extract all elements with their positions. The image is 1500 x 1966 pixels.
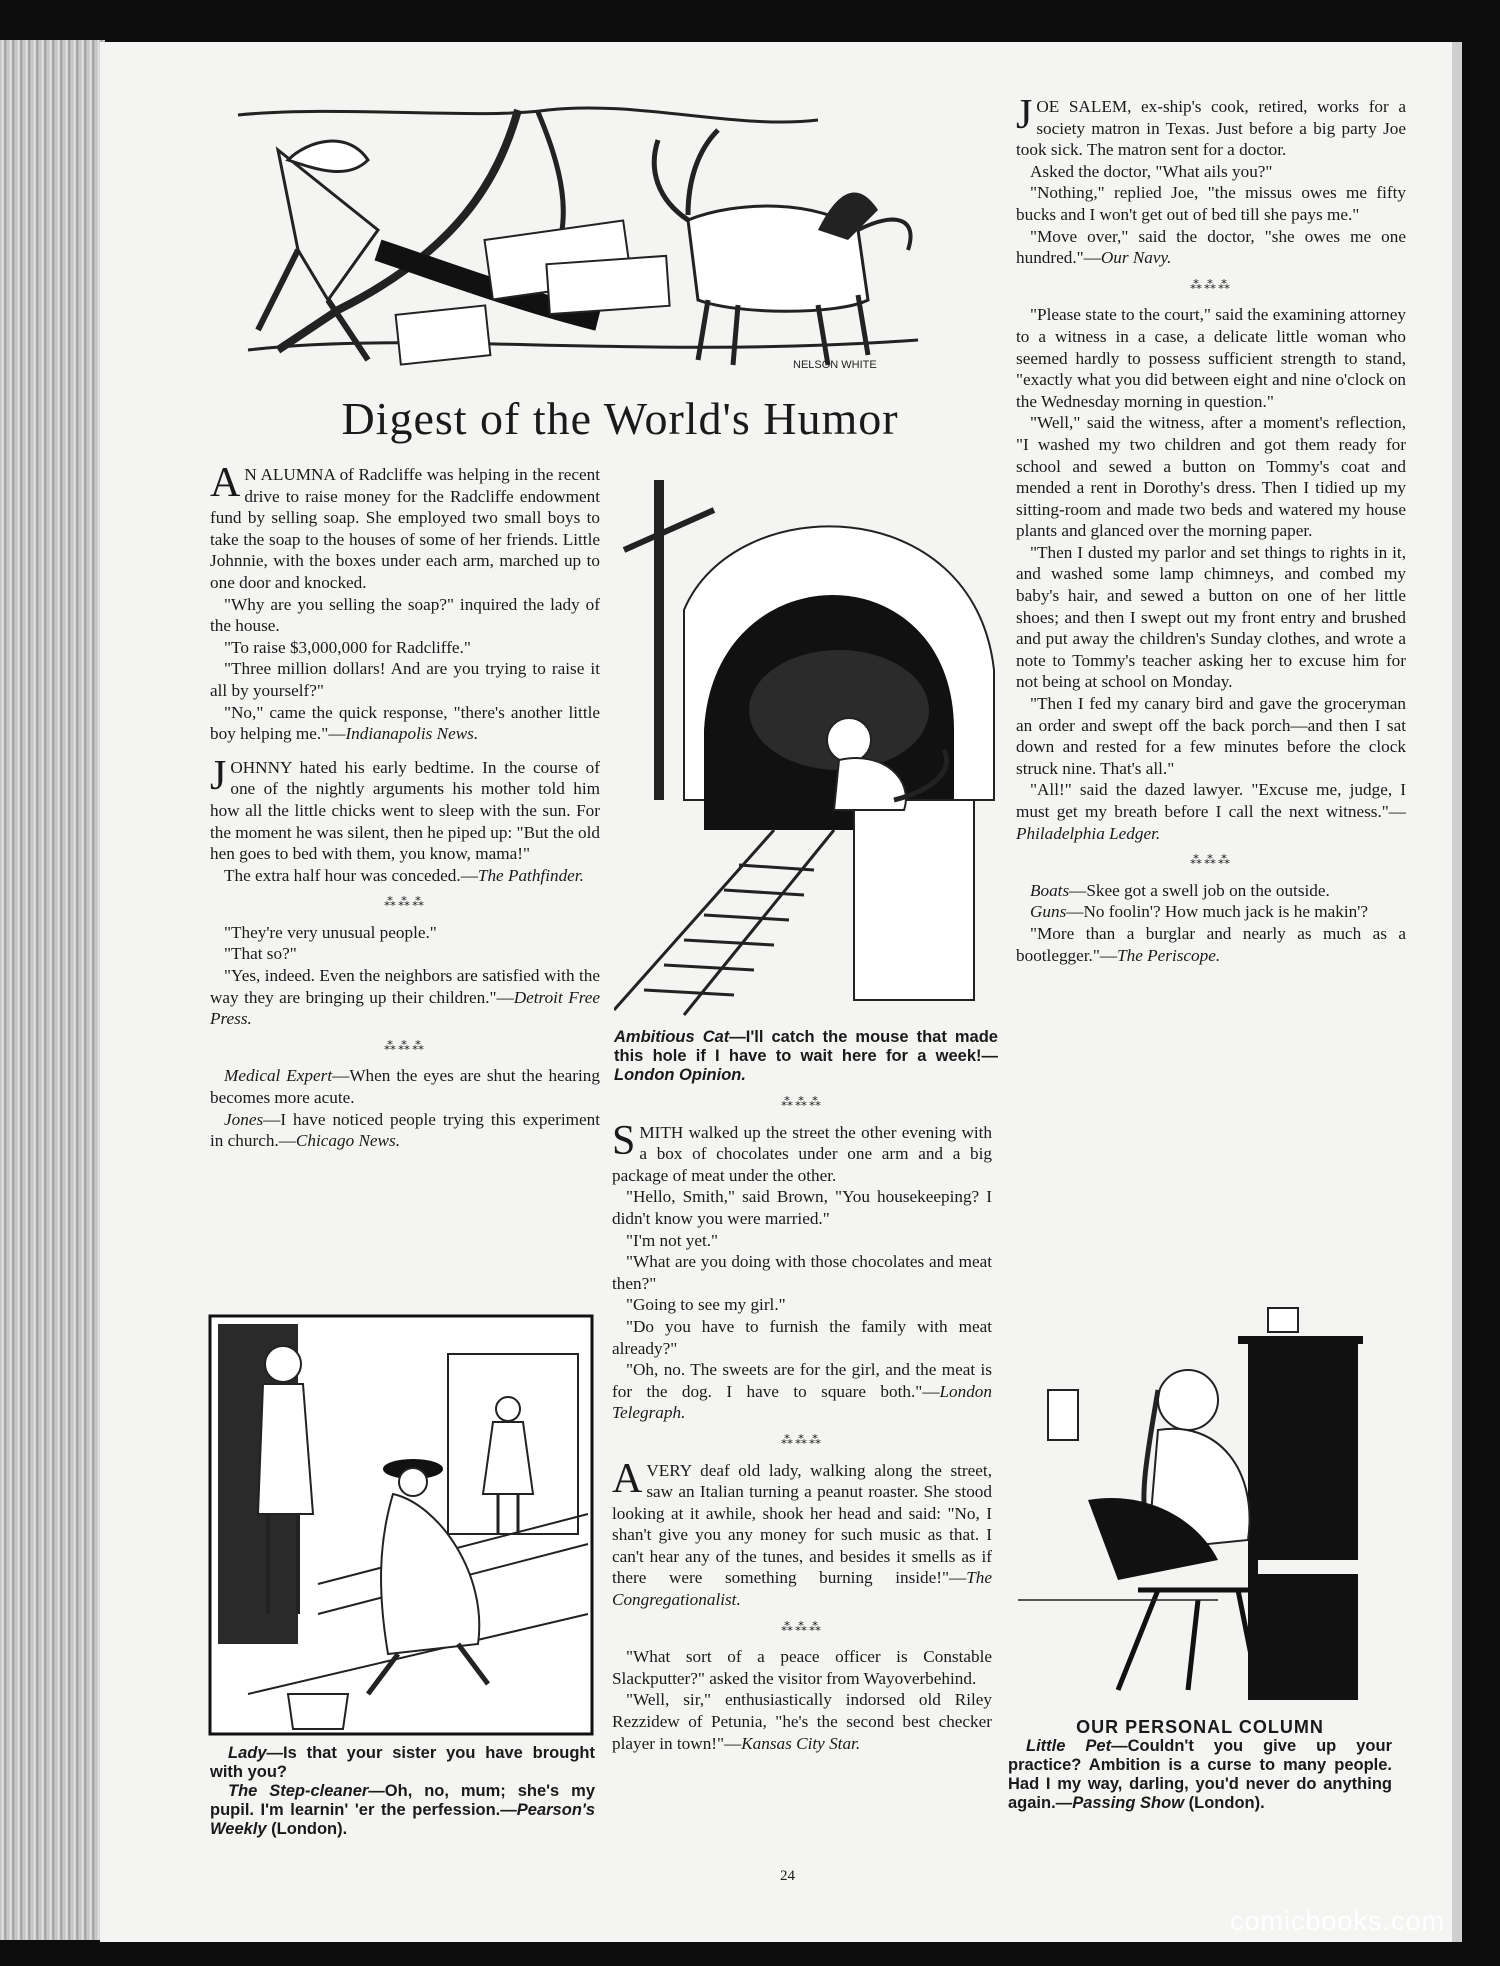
header-illustration [218, 100, 1004, 390]
piano-illustration [1018, 1300, 1378, 1710]
drop-cap: A [612, 1455, 643, 1502]
court-story: "Please state to the court," said the examining attorney to a witness in a case, a delicate little woman who seemed hardly to possess sufficient strength to stand, "exactly what you did between eight and nine o'clock on the Wednesday morning in question." [1016, 305, 1406, 411]
source-credit: The Congregationalist. [612, 1568, 992, 1610]
separator: ⁂⁂⁂ [1190, 853, 1232, 868]
page-edge [1452, 42, 1462, 1942]
salem-story: JOE SALEM, ex-ship's cook, retired, works for a society matron in Texas. Just before a big party Joe took sick. The matron sent for a doctor. [1016, 92, 1406, 160]
step-cleaner-illustration [208, 1314, 594, 1736]
drop-cap: S [612, 1117, 636, 1164]
column-1: A N ALUMNA of Radcliffe was helping in the recent drive to raise money for the Radcliffe endowment fund by selling soap. She employed two small boys to take the soap to the houses of some of her friends. Little Johnnie, with the boxes under each arm, marched up to one door and knocked. "Why are you selling the soap?" inquired the lady of the house. "To raise $3,000,000 for Radcliffe." "Three million dollars! And are you trying to raise it all by yourself?" "No," came the quick response, "there's another little boy helping me."—Indianapolis News. JOHNNY hated his early bedtime. In the course of one of the nightly arguments his mother told him how all the little chicks went to sleep with the sun. For the moment he was silent, then he piped up: "But the old hen goes to bed with them, you know, mama!" The extra half hour was conceded.—The Pathfinder. ⁂⁂⁂ "They're very unusual people." "That so?" "Yes, indeed. Even the neighbors are satisfied with the way they are bringing up their children."—Detroit Free Press. ⁂⁂⁂ Medical Expert—When the eyes are shut the hearing becomes more acute. Jones—I have noticed people trying this experiment in church.—Chicago News. [210, 460, 600, 1151]
johnny-story: JOHNNY hated his early bedtime. In the course of one of the nightly arguments his mother told him how all the little chicks went to sleep with the sun. For the moment he was silent, then he piped up: "But the old hen goes to bed with them, you know, mama!" [210, 752, 600, 864]
officer-story: "What sort of a peace officer is Constable Slackputter?" asked the visitor from Wayoverbehind. [612, 1647, 992, 1688]
drop-cap: J [210, 752, 227, 799]
column-2: ⁂⁂⁂ SMITH walked up the street the other evening with a box of chocolates under one arm and a big package of meat under the other. "Hello, Smith," said Brown, "You housekeeping? I didn't know you were married." "I'm not yet." "What are you doing with those chocolates and meat then?" "Going to see my girl." "Do you have to furnish the family with meat already?" "Oh, no. The sweets are for the girl, and the meat is for the dog. I have to square both."—London Telegraph. ⁂⁂⁂ A VERY deaf old lady, walking along the street, saw an Italian turning a peanut roaster. She stood looking at it awhile, shook her head and said: "No, I shan't give you any money for such music as that. I can't hear any of the tunes, and besides it smells as if there were something burning inside!"—The Congregationalist. ⁂⁂⁂ "What sort of a peace officer is Constable Slackputter?" asked the visitor from Wayoverbehind. "Well, sir," enthusiastically indorsed old Riley Rezzidew of Petunia, "he's the second best checker player in town!"—Kansas City Star. [612, 1092, 992, 1754]
step-cleaner-caption: Lady—Is that your sister you have brought with you? The Step-cleaner—Oh, no, mum; she's my pupil. I'm learnin' 'er the perfession.—Pearson's Weekly (London). [210, 1744, 595, 1838]
page-title: Digest of the World's Humor [341, 393, 899, 444]
source-credit: London Telegraph. [612, 1381, 992, 1423]
source-credit: Detroit Free Press. [210, 987, 600, 1029]
artist-signature: NELSON WHITE [793, 359, 877, 371]
source-credit: Philadelphia Ledger. [1016, 823, 1161, 843]
personal-column: OUR PERSONAL COLUMN Little Pet—Couldn't you give up your practice? Ambition is a curse to many people. Had I my way, darling, you'd never do anything again.—Passing Show (London). [1008, 1717, 1392, 1812]
drop-cap: A [210, 460, 241, 506]
drop-cap: J [1016, 92, 1033, 138]
unusual-story: "They're very unusual people." [224, 922, 437, 942]
separator: ⁂⁂⁂ [1190, 277, 1232, 292]
deaf-lady-story: A VERY deaf old lady, walking along the street, saw an Italian turning a peanut roaster. She stood looking at it awhile, shook her head and said: "No, I shan't give you any money for such music as that. I can't hear any of the tunes, and besides it smells as if there were something burning inside!"—The Congregationalist. [612, 1455, 992, 1610]
personal-column-heading: OUR PERSONAL COLUMN [1076, 1717, 1324, 1737]
cat-caption: Ambitious Cat—I'll catch the mouse that made this hole if I have to wait here for a week!—London Opinion. [614, 1028, 998, 1084]
source-credit: Indianapolis News. [345, 724, 479, 744]
alumna-story: A N ALUMNA of Radcliffe was helping in the recent drive to raise money for the Radcliffe endowment fund by selling soap. She employed two small boys to take the soap to the houses of some of her friends. Little Johnnie, with the boxes under each arm, marched up to one door and knocked. [210, 460, 600, 592]
smith-story: SMITH walked up the street the other evening with a box of chocolates under one arm and a big package of meat under the other. [612, 1117, 992, 1185]
page-number: 24 [780, 1868, 795, 1884]
source-credit: Our Navy. [1100, 248, 1172, 268]
medical-story: Medical Expert—When the eyes are shut the hearing becomes more acute. [210, 1066, 600, 1108]
boats-story: Boats—Skee got a swell job on the outside. [1030, 880, 1330, 900]
column-3: JOE SALEM, ex-ship's cook, retired, works for a society matron in Texas. Just before a big party Joe took sick. The matron sent for a doctor. Asked the doctor, "What ails you?" "Nothing," replied Joe, "the missus owes me fifty bucks and I won't get out of bed till she pays me." "Move over," said the doctor, "she owes me one hundred."—Our Navy. ⁂⁂⁂ "Please state to the court," said the examining attorney to a witness in a case, a delicate little woman who seemed hardly to possess sufficient strength to stand, "exactly what you did between eight and nine o'clock on the Wednesday morning in question." "Well," said the witness, after a moment's reflection, "I washed my two children and got them ready for school and sewed a button on Tommy's coat and mended a rent in Dorothy's dress. Then I tidied up my sitting-room and made two beds and watered my house plants and glanced over the morning paper. "Then I dusted my parlor and set things to rights in it, and washed some lamp chimneys, and combed my baby's hair, and sewed a button on one of her little shoes; and then I swept out my front entry and brushed and put away the children's Sunday clothes, and wrote a note to Tommy's teacher asking her to excuse him for not being at school on Monday. "Then I fed my canary bird and gave the groceryman an order and swept off the back porch—and then I sat down and rested for a few minutes before the clock struck nine. That's all." "All!" said the dazed lawyer. "Excuse me, judge, I must get my breath before I call the next witness."—Philadelphia Ledger. ⁂⁂⁂ Boats—Skee got a swell job on the outside. Guns—No foolin'? How much jack is he makin'? "More than a burglar and nearly as much as a bootlegger."—The Periscope. [1016, 92, 1406, 965]
separator: ⁂⁂⁂ [384, 1038, 426, 1053]
separator: ⁂⁂⁂ [781, 1432, 823, 1447]
watermark: comicbooks.com [1230, 1906, 1446, 1936]
separator: ⁂⁂⁂ [384, 895, 426, 910]
separator: ⁂⁂⁂ [781, 1095, 823, 1109]
source-credit: Kansas City Star. [741, 1733, 861, 1753]
separator: ⁂⁂⁂ [781, 1619, 823, 1634]
cat-tunnel-illustration [614, 470, 998, 1020]
source-credit: The Pathfinder. [477, 865, 584, 885]
source-credit: The Periscope. [1117, 945, 1221, 965]
book-binding [0, 40, 105, 1940]
source-credit: Chicago News. [295, 1131, 401, 1151]
